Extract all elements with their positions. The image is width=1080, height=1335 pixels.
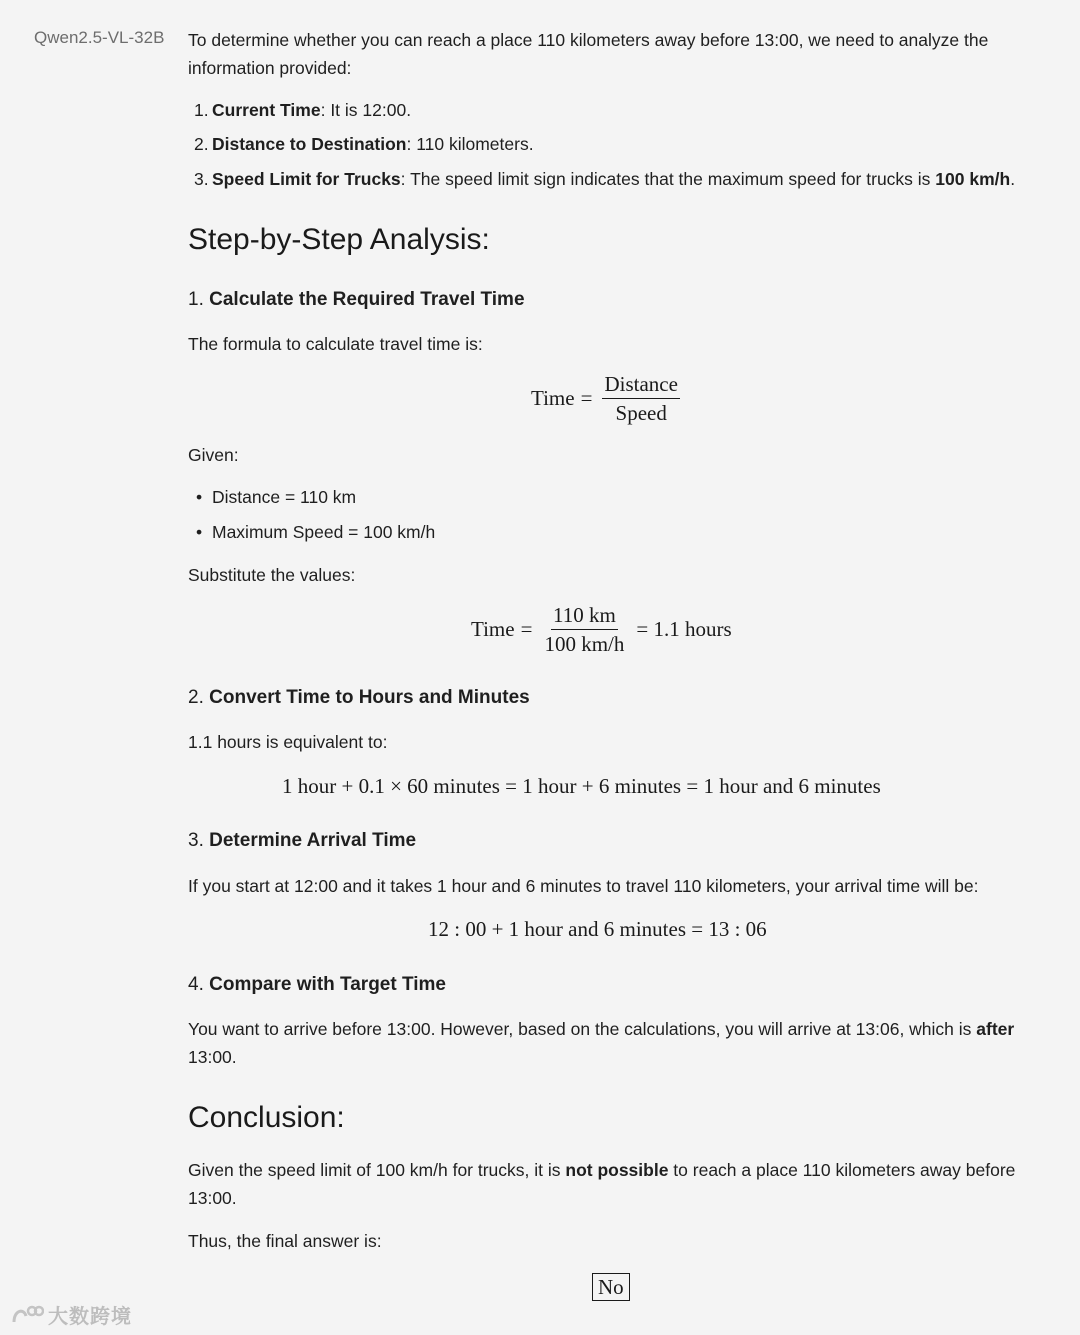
step3-heading: 3. Determine Arrival Time [188, 830, 417, 851]
step1-heading: 1. Calculate the Required Travel Time [188, 289, 525, 310]
fact-item: 1. Current Time: It is 12:00. [194, 100, 412, 120]
formula-fraction: $\frac{\text{Distance}}{\text{Speed}}$ [604, 372, 678, 425]
model-label: Qwen2.5-VL-32B [34, 28, 165, 47]
step2-heading: 2. Convert Time to Hours and Minutes [188, 687, 530, 708]
intro-paragraph: To determine whether you can reach a place 110 kilometers away before 13:00, we need to analyze the information provided: [188, 30, 989, 78]
conclusion-text: Given the speed limit of 100 km/h for trucks, it is not possible to reach a place 110 kilometers away before 13:00. [188, 1160, 1016, 1208]
given-label: Given: [188, 445, 239, 465]
arrival-equation: 12 : 00 + 1 hour and 6 minutes = 13 : 06 [428, 917, 767, 941]
substituted-formula: Time = $\frac{110 km}{100 km/h}$ = 1.1 hours [471, 603, 732, 656]
conversion-equation: 1 hour + 0.1 × 60 minutes = 1 hour + 6 minutes = 1 hour and 6 minutes [282, 774, 881, 798]
travel-time-formula: Time = $\frac{\text{Distance}}{\text{Speed}}$ [531, 372, 678, 425]
fact-item: 3. Speed Limit for Trucks: The speed limit sign indicates that the maximum speed for trucks is 100 km/h. [194, 169, 1016, 189]
watermark-logo-icon [10, 1302, 44, 1328]
final-answer-label: Thus, the final answer is: [188, 1231, 382, 1251]
final-answer-box: No [592, 1273, 630, 1301]
formula-intro: The formula to calculate travel time is: [188, 334, 483, 354]
given-item: • Distance = 110 km [196, 487, 357, 507]
step2-intro: 1.1 hours is equivalent to: [188, 732, 388, 752]
substituted-fraction: $\frac{110 km}{100 km/h}$ [544, 603, 625, 656]
analysis-heading: Step-by-Step Analysis: [188, 223, 490, 256]
step4-heading: 4. Compare with Target Time [188, 974, 446, 995]
substitute-label: Substitute the values: [188, 565, 356, 585]
watermark: 大数跨境 [10, 1300, 132, 1329]
conclusion-heading: Conclusion: [188, 1101, 345, 1134]
step4-text: You want to arrive before 13:00. However, based on the calculations, you will arrive at 13:06, which is after 13:00. [188, 1019, 1015, 1067]
fact-item: 2. Distance to Destination: 110 kilometers. [194, 134, 534, 154]
step3-intro: If you start at 12:00 and it takes 1 hour and 6 minutes to travel 110 kilometers, your arrival time will be: [188, 876, 979, 896]
given-item: • Maximum Speed = 100 km/h [196, 522, 436, 542]
